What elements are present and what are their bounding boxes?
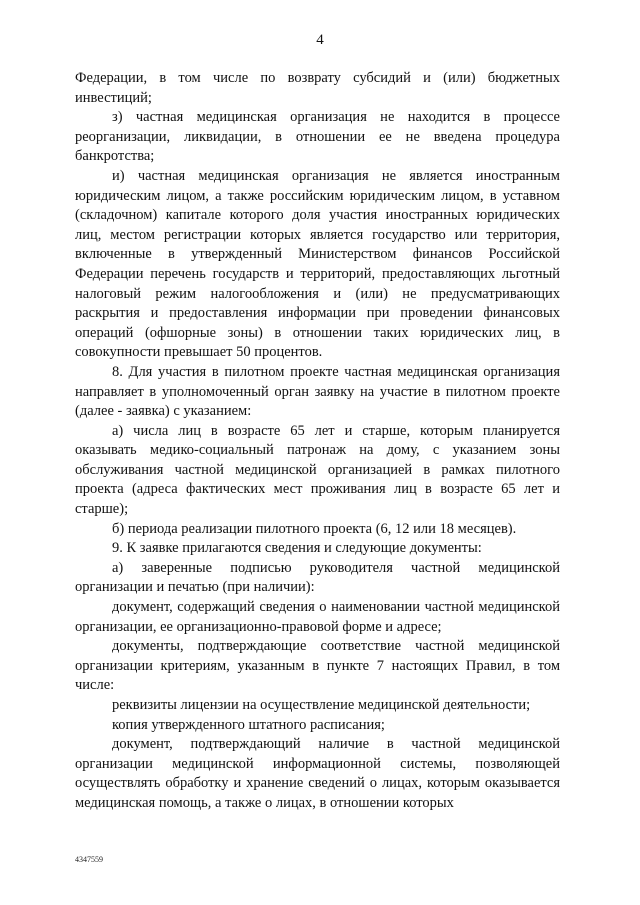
paragraph: реквизиты лицензии на осуществление медицинской деятельности;	[112, 697, 531, 713]
paragraph: документ, содержащий сведения о наименовании частной медицинской организации, ее организационно-правовой форме и адресе;	[75, 599, 560, 635]
document-body	[75, 69, 560, 814]
paragraph: з) частная медицинская организация не находится в процессе реорганизации, ликвидации, в отношении ее не введена процедура банкротства;	[75, 109, 560, 165]
document-code: 4347559	[75, 855, 103, 864]
paragraph: б) периода реализации пилотного проекта (6, 12 или 18 месяцев).	[112, 520, 517, 537]
paragraph: и) частная медицинская организация не является иностранным юридическим лицом, а также российским юридическим лицом, в уставном (складочном) капитале которого доля участия иностранных юридических лиц, местом регистрации которых является государство или территория, включенные в утвержденный Министерством финансов Российской Федерации перечень государств и территорий, предоставляющих льготный налоговый режим налогообложения и (или) не предусматривающих раскрытия и предоставления информации при проведении финансовых операций (офшорные зоны) в отношении таких юридических лиц, в совокупности превышает 50 процентов.	[75, 167, 560, 361]
paragraph: 8. Для участия в пилотном проекте частная медицинская организация направляет в уполномоченный орган заявку на участие в пилотном проекте (далее - заявка) с указанием:	[75, 363, 560, 420]
page-number: 4	[316, 32, 324, 48]
paragraph: документы, подтверждающие соответствие частной медицинской организации критериям, указанным в пункте 7 настоящих Правил, в том числе:	[75, 638, 560, 694]
paragraph: копия утвержденного штатного расписания;	[112, 716, 385, 733]
paragraph: а) числа лиц в возрасте 65 лет и старше, которым планируется оказывать медико-социальный патронаж на дому, с указанием зоны обслуживания частной медицинской организацией в рамках пилотного проекта (адреса фактических мест проживания лиц в возрасте 65 лет и старше);	[75, 422, 560, 518]
paragraph: 9. К заявке прилагаются сведения и следующие документы:	[112, 540, 482, 557]
paragraph: а) заверенные подписью руководителя частной медицинской организации и печатью (при наличии):	[75, 559, 560, 596]
paragraph: документ, подтверждающий наличие в частной медицинской организации медицинской информационной системы, позволяющей осуществлять обработку и хранение сведений о лицах, которым оказывается медицинская помощь, а также о лицах, в отношении которых	[75, 736, 560, 811]
paragraph: Федерации, в том числе по возврату субсидий и (или) бюджетных инвестиций;	[75, 70, 560, 106]
